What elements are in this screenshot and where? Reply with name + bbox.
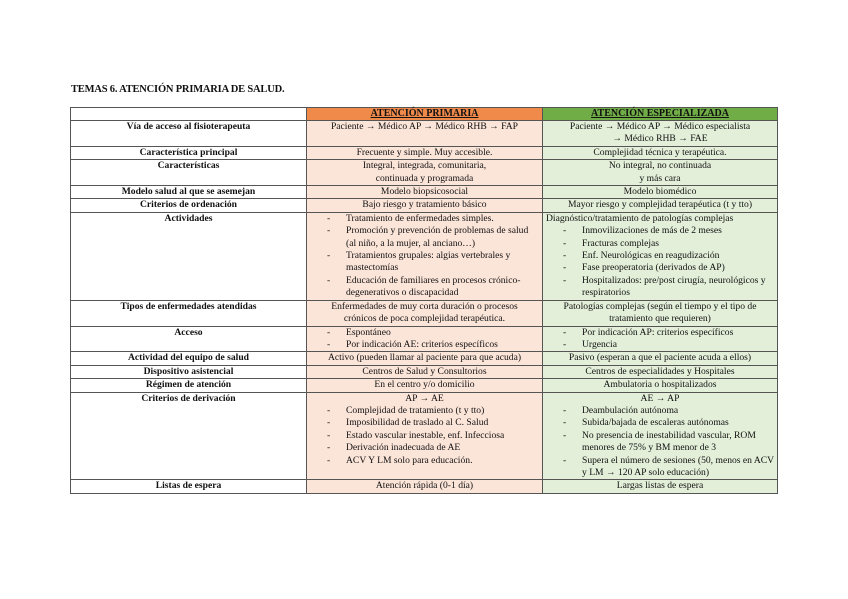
- cell-text: crónicos de poca complejidad terapéutica.: [343, 313, 506, 325]
- ap-cell: [307, 379, 543, 392]
- ae-cell: [543, 212, 778, 300]
- ae-cell: [543, 392, 778, 480]
- table-row: [71, 212, 778, 300]
- document-title: TEMAS 6. ATENCIÓN PRIMARIA DE SALUD.: [71, 84, 285, 95]
- row-label: Características: [71, 160, 307, 186]
- ap-access-list: [310, 327, 539, 352]
- ap-cell: [307, 352, 543, 365]
- ae-activity-intro: Diagnóstico/tratamiento de patologías complejas: [546, 212, 734, 224]
- ae-referral-list: [546, 405, 774, 479]
- cell-text: Ambulatoria o hospitalizados: [603, 379, 717, 391]
- table-row: [71, 480, 778, 493]
- cell-text: Modelo biomédico: [623, 186, 697, 198]
- ap-cell: [307, 121, 543, 147]
- list-item: - ACV Y LM solo para educación.: [310, 455, 539, 467]
- table-row: [71, 392, 778, 480]
- cell-text: Complejidad técnica y terapéutica.: [593, 146, 727, 158]
- row-label: Régimen de atención: [71, 379, 307, 392]
- list-item: - Fase preoperatoria (derivados de AP): [546, 262, 774, 274]
- cell-text: Largas listas de espera: [616, 480, 704, 492]
- ae-referral-intro: AE → AP: [640, 392, 680, 404]
- cell-text: Integral, integrada, comunitaria,: [362, 160, 487, 172]
- table-row: [71, 365, 778, 378]
- ap-cell: [307, 326, 543, 352]
- cell-text: Bajo riesgo y tratamiento básico: [362, 199, 487, 211]
- table-row: [71, 326, 778, 352]
- list-item: - Enf. Neurológicas en reagudización: [546, 250, 774, 262]
- header-atencion-especializada: ATENCIÓN ESPECIALIZADA: [543, 108, 778, 121]
- ae-cell: [543, 326, 778, 352]
- comparison-table: [70, 107, 778, 494]
- cell-text: Activo (pueden llamar al paciente para que acuda): [327, 352, 522, 364]
- ae-cell: [543, 121, 778, 147]
- row-label: Listas de espera: [71, 480, 307, 493]
- table-row: [71, 379, 778, 392]
- ae-cell: [543, 160, 778, 186]
- list-item: - Estado vascular inestable, enf. Infecciosa: [310, 430, 539, 442]
- list-item: - Tratamientos grupales: algias vertebrales y mastectomías: [310, 250, 539, 275]
- row-label: Dispositivo asistencial: [71, 365, 307, 378]
- list-item: - Tratamiento de enfermedades simples.: [310, 213, 539, 225]
- ap-cell: [307, 365, 543, 378]
- cell-text: Atención rápida (0-1 día): [375, 480, 474, 492]
- ae-cell: [543, 186, 778, 199]
- row-label: Característica principal: [71, 146, 307, 159]
- cell-text: Patologías complejas (según el tiempo y el tipo de: [563, 300, 757, 312]
- list-item: - Inmovilizaciones de más de 2 meses: [546, 225, 774, 237]
- ae-cell: [543, 352, 778, 365]
- list-item: - Supera el número de sesiones (50, menos en ACV y LM → 120 AP solo educación): [546, 455, 774, 480]
- cell-text: Mayor riesgo y complejidad terapéutica (t y tto): [567, 199, 753, 211]
- table-row: [71, 300, 778, 326]
- list-item: - Subida/bajada de escaleras autónomas: [546, 417, 774, 429]
- cell-text: Frecuente y simple. Muy accesible.: [356, 146, 493, 158]
- cell-text: No integral, no continuada: [608, 160, 712, 172]
- cell-text: Paciente → Médico AP → Médico RHB → FAP: [330, 121, 519, 132]
- ap-cell: [307, 392, 543, 480]
- cell-text: tratamiento que requieren): [609, 313, 711, 325]
- cell-text: y más cara: [639, 172, 681, 184]
- header-atencion-primaria: ATENCIÓN PRIMARIA: [307, 108, 543, 121]
- ae-activity-list: [546, 225, 774, 299]
- list-item: - Por indicación AE: criterios específicos: [310, 339, 539, 351]
- ae-access-list: [546, 327, 774, 352]
- cell-text: Paciente → Médico AP → Médico especialista: [569, 121, 751, 132]
- ap-cell: [307, 300, 543, 326]
- ae-cell: [543, 480, 778, 493]
- ap-activity-list: [310, 213, 539, 300]
- list-item: - Promoción y prevención de problemas de salud (al niño, a la mujer, al anciano…): [310, 225, 539, 250]
- ae-cell: [543, 199, 778, 212]
- ap-referral-list: [310, 405, 539, 467]
- list-item: - Por indicación AP: criterios específicos: [546, 327, 774, 339]
- cell-text: Pasivo (esperan a que el paciente acuda a ellos): [568, 352, 752, 364]
- row-label: Modelo salud al que se asemejan: [71, 186, 307, 199]
- row-label: Criterios de derivación: [71, 392, 307, 480]
- list-item: - Educación de familiares en procesos crónico-degenerativos o discapacidad: [310, 275, 539, 300]
- ae-cell: [543, 365, 778, 378]
- table-row: [71, 121, 778, 147]
- ap-cell: [307, 160, 543, 186]
- ap-cell: [307, 186, 543, 199]
- cell-text: En el centro y/o domicilio: [374, 379, 475, 391]
- ap-cell: [307, 199, 543, 212]
- header-row: [71, 108, 778, 121]
- ap-cell: [307, 212, 543, 300]
- cell-text: Enfermedades de muy corta duración o procesos: [331, 300, 518, 312]
- row-label: Acceso: [71, 326, 307, 352]
- table-row: [71, 160, 778, 186]
- cell-text: continuada y programada: [375, 172, 474, 184]
- table-row: [71, 186, 778, 199]
- ap-referral-intro: AP → AE: [405, 392, 444, 404]
- ap-cell: [307, 146, 543, 159]
- list-item: - No presencia de inestabilidad vascular, ROM menores de 75% y BM menor de 3: [546, 430, 774, 455]
- ae-cell: [543, 300, 778, 326]
- table-row: [71, 352, 778, 365]
- cell-text: → Médico RHB → FAE: [612, 133, 708, 145]
- row-label: Vía de acceso al fisioterapeuta: [71, 121, 307, 147]
- list-item: - Urgencia: [546, 339, 774, 351]
- row-label: Tipos de enfermedades atendidas: [71, 300, 307, 326]
- row-label: Criterios de ordenación: [71, 199, 307, 212]
- cell-text: Centros de Salud y Consultorios: [362, 365, 487, 377]
- row-label: Actividades: [71, 212, 307, 300]
- ap-cell: [307, 480, 543, 493]
- ae-cell: [543, 379, 778, 392]
- cell-text: Modelo biopsicosocial: [380, 186, 469, 198]
- cell-text: Centros de especialidades y Hospitales: [585, 365, 735, 377]
- table-row: [71, 146, 778, 159]
- list-item: - Deambulación autónoma: [546, 405, 774, 417]
- row-label: Actividad del equipo de salud: [71, 352, 307, 365]
- table-row: [71, 199, 778, 212]
- ae-cell: [543, 146, 778, 159]
- list-item: - Imposibilidad de traslado al C. Salud: [310, 417, 539, 429]
- list-item: - Fracturas complejas: [546, 238, 774, 250]
- header-empty-cell: [71, 108, 307, 121]
- list-item: - Hospitalizados: pre/post cirugía, neurológicos y respiratorios: [546, 275, 774, 300]
- list-item: - Complejidad de tratamiento (t y tto): [310, 405, 539, 417]
- list-item: - Espontáneo: [310, 327, 539, 339]
- list-item: - Derivación inadecuada de AE: [310, 442, 539, 454]
